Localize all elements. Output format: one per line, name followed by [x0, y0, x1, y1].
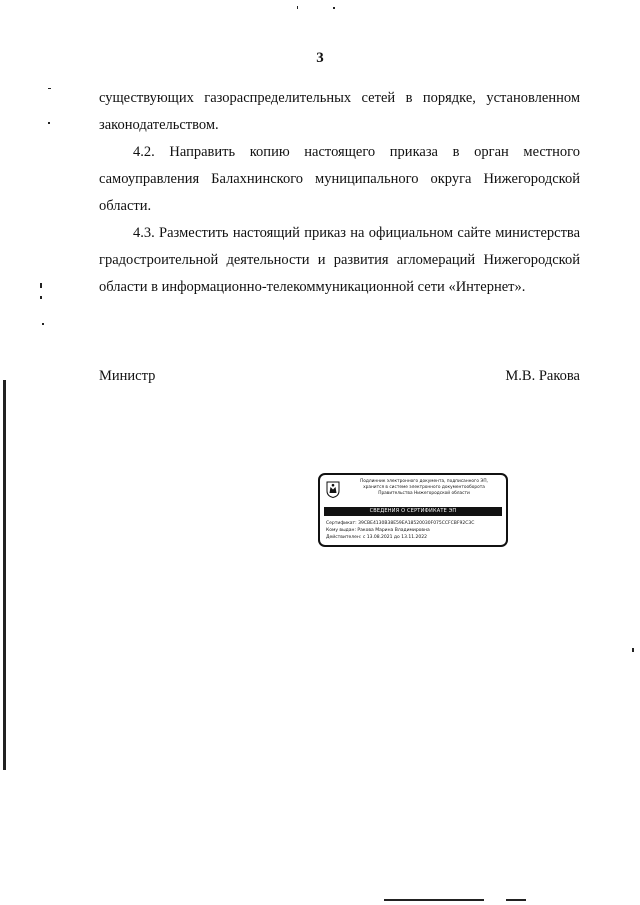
- signatory-title: Министр: [99, 368, 156, 384]
- coat-of-arms-icon: [326, 481, 340, 498]
- signatory-name: М.В. Ракова: [505, 368, 580, 384]
- scan-artifact-left-edge-bar: [3, 380, 6, 770]
- e-signature-stamp: [318, 473, 508, 547]
- issued-to-label: Кому выдан:: [326, 528, 356, 533]
- validity-label: Действителен:: [326, 535, 362, 540]
- stamp-header-line: Подлинник электронного документа, подписанного ЭП,: [360, 479, 488, 484]
- scan-artifact-dot: [632, 648, 634, 652]
- paragraph-item-4-2: [99, 139, 580, 220]
- certificate-value: 39CBE4130B38E59EA18520030F075CCFCBF92C3C: [358, 521, 475, 526]
- text-line: 4.3. Разместить настоящий приказ на официальном сайте министерства: [133, 225, 580, 241]
- scan-artifact-dot: [48, 122, 50, 124]
- paragraph-continuation: [99, 85, 580, 139]
- issued-to-value: Ракова Марина Владимировна: [357, 528, 430, 533]
- scan-artifact-bottom-line: [384, 899, 484, 901]
- certificate-label: Сертификат:: [326, 521, 357, 526]
- text-line: области.: [99, 198, 152, 214]
- text-line: законодательством.: [99, 117, 219, 133]
- text-line: градостроительной деятельности и развития агломераций Нижегородской: [99, 252, 580, 268]
- stamp-header-line: хранится в системе электронного документооборота: [363, 485, 485, 490]
- validity-value: с 13.08.2021 до 13.11.2022: [362, 535, 427, 540]
- text-line: 4.2. Направить копию настоящего приказа в орган местного: [133, 144, 580, 160]
- stamp-title-bar: СВЕДЕНИЯ О СЕРТИФИКАТЕ ЭП: [324, 507, 502, 516]
- scan-artifact-dot: [297, 6, 298, 9]
- scan-artifact-dot: [40, 283, 42, 288]
- issued-to-row: [326, 527, 504, 534]
- validity-row: [326, 534, 504, 541]
- certificate-row: [326, 520, 504, 527]
- scan-artifact-dot: [40, 296, 42, 299]
- stamp-header: [344, 479, 504, 497]
- scan-artifact-dot: [333, 7, 335, 9]
- scan-artifact-bottom-line: [506, 899, 526, 901]
- text-line: области в информационно-телекоммуникационной сети «Интернет».: [99, 279, 526, 295]
- stamp-header-line: Правительства Нижегородской области: [378, 491, 470, 496]
- scan-artifact-dot: [48, 88, 51, 89]
- text-line: существующих газораспределительных сетей в порядке, установленном: [99, 90, 580, 106]
- stamp-details: [326, 520, 504, 541]
- scan-artifact-dot: [42, 323, 44, 325]
- page-number: 3: [316, 50, 324, 66]
- text-line: самоуправления Балахнинского муниципального округа Нижегородской: [99, 171, 580, 187]
- paragraph-item-4-3: [99, 220, 580, 301]
